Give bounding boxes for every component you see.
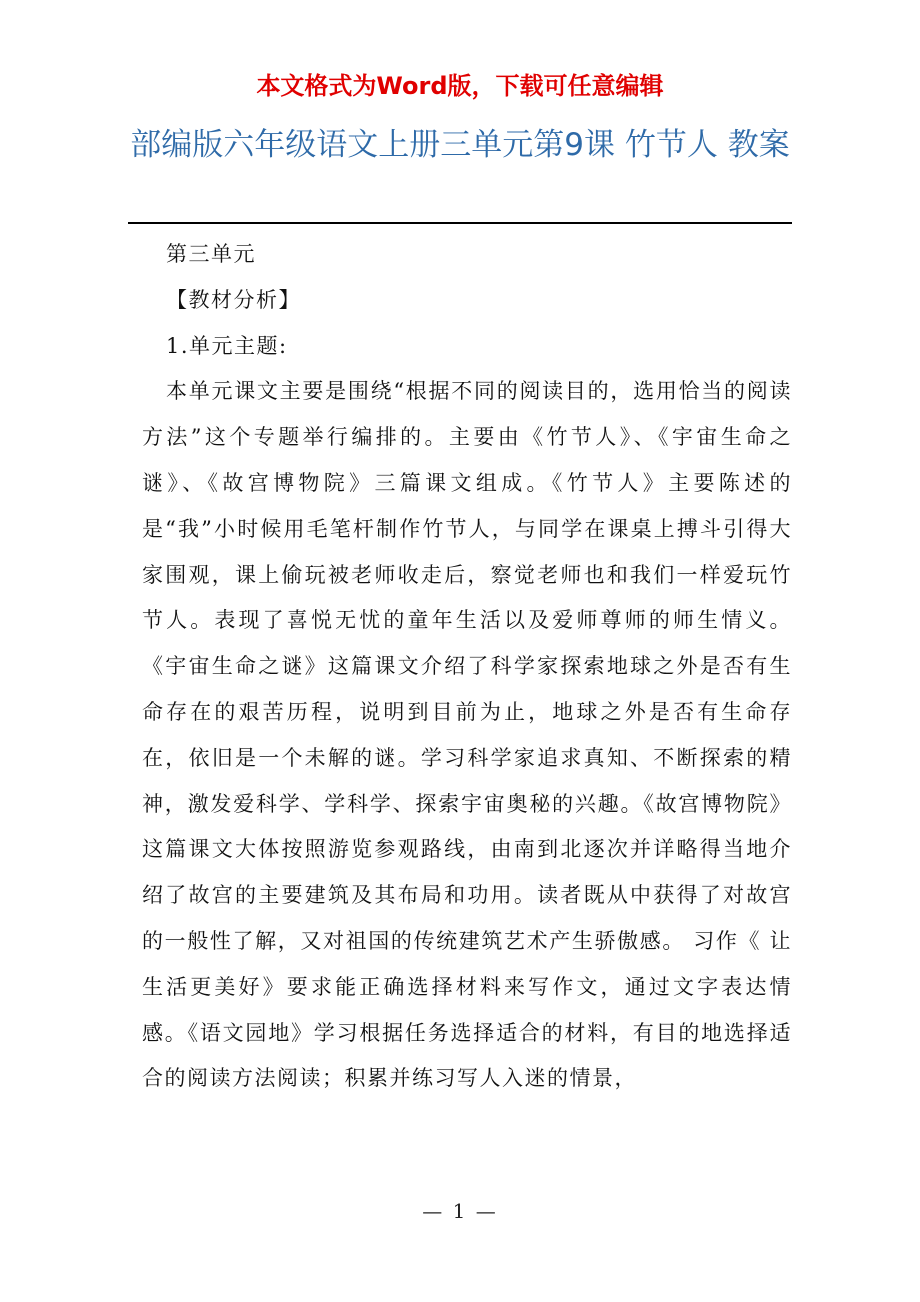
document-title: 部编版六年级语文上册三单元第9课 竹节人 教案 [130, 127, 790, 163]
body-paragraph: 本单元课文主要是围绕“根据不同的阅读目的，选用恰当的阅读方法”这个专题举行编排的。主要由《竹节人》、《宇宙生命之谜》、《故宫博物院》三篇课文组成。《竹节人》主要陈述的是“我”小时候用毛笔杆制作竹节人，与同学在课桌上搏斗引得大家围观，课上偷玩被老师收走后，察觉老师也和我们一样爱玩竹节人。表现了喜悦无忧的童年生活以及爱师尊师的师生情义。 《宇宙生命之谜》这篇课文介绍了科学家探索地球之外是否有生命存在的艰苦历程，说明到目前为止，地球之外是否有生命存在，依旧是一个未解的谜。学习科学家追求真知、不断探索的精神，激发爱科学、学科学、探索宇宙奥秘的兴趣。《故宫博物院》这篇课文大体按照游览参观路线，由南到北逐次并详略得当地介绍了故宫的主要建筑及其布局和功用。读者既从中获得了对故宫的一般性了解，又对祖国的传统建筑艺术产生骄傲感。 习作《 让生活更美好》要求能正确选择材料来写作文，通过文字表达情感。《语文园地》学习根据任务选择适合的材料，有目的地选择适合的阅读方法阅读；积累并练习写人入迷的情景， [142, 379, 792, 1091]
title-divider [128, 222, 792, 224]
format-notice: 本文格式为Word版，下载可任意编辑 [256, 72, 664, 100]
page-number: — 1 — [422, 1199, 498, 1223]
subheading: 1.单元主题: [166, 333, 288, 358]
document-body [142, 232, 792, 1102]
unit-heading: 第三单元 [166, 242, 256, 266]
section-heading: 【教材分析】 [166, 287, 301, 312]
